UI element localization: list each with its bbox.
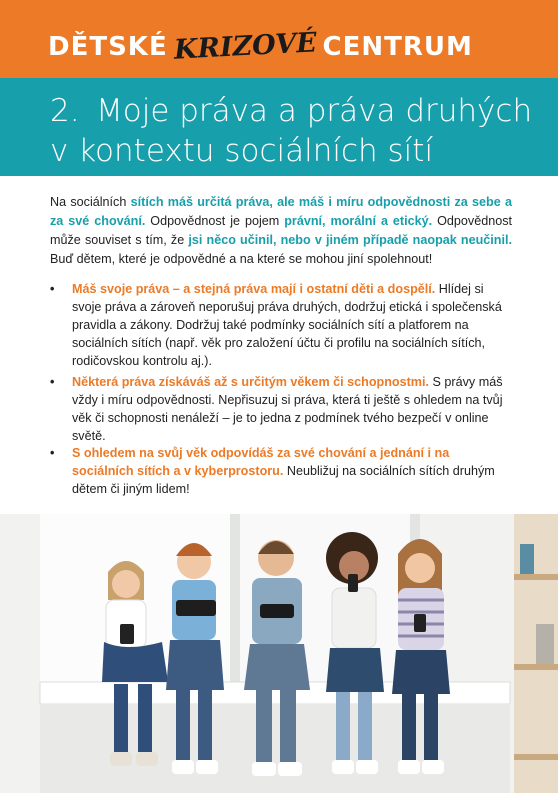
bullet-marker: • [50, 282, 55, 296]
intro-text-4: Buď dětem, které je odpovědné a na které se mohou jiní spolehnout! [50, 252, 433, 266]
bullet-item [50, 280, 512, 373]
photo-illustration [0, 514, 558, 793]
bullet-highlight: S ohledem na svůj věk odpovídáš za své chování a jednání i na sociálních sítích a v kyberprostoru. [72, 446, 450, 478]
bullet-marker: • [50, 375, 55, 389]
bullet-item [50, 373, 512, 444]
section-title [50, 91, 532, 171]
intro-text-2: Odpovědnost je pojem [145, 214, 285, 228]
brand-word-centrum: CENTRUM [322, 32, 473, 62]
header-banner [0, 0, 558, 78]
bullet-highlight: Máš svoje práva – a stejná práva mají i ostatní děti a dospělí. [72, 282, 436, 296]
bullet-marker: • [50, 446, 55, 460]
intro-highlight-3: jsi něco učinil, nebo v jiném případě naopak neučinil. [188, 233, 513, 247]
brand-word-detske: DĚTSKÉ [48, 32, 168, 62]
intro-text-3: Odpovědnost může souviset s tím, že [50, 214, 513, 247]
section-title-line1: Moje práva a práva druhých [96, 93, 533, 129]
bullet-list [50, 280, 512, 498]
bullet-text: Neubližuj na sociálních sítích druhým dětem či jiným lidem! [72, 464, 495, 496]
children-with-phones-photo [0, 514, 558, 793]
bullet-item [50, 444, 512, 498]
bullet-text: Hlídej si svoje práva a zároveň neporušuj práva druhých, dodržuj etická i společenská pravidla a zákony. Dodržuj také podmínky sociálních sítí a platforem na sociálních sítích (např. věk pro založení účtu či profilu na sociálních sítích, rodičovskou kontrolu aj.). [72, 282, 502, 368]
section-number: 2. [50, 93, 80, 129]
intro-paragraph [50, 193, 512, 269]
bullet-text: S právy máš vždy i míru odpovědnosti. Nepřisuzuj si práva, která ti ještě s ohledem na tvůj věk či schopnosti nenáleží – je to jedna z podmínek tvého bezpečí v online světě. [72, 375, 503, 443]
bullet-highlight: Některá práva získáváš až s určitým věkem či schopnostmi. [72, 375, 430, 389]
intro-highlight-1: sítích máš určitá práva, ale máš i míru odpovědnosti za sebe a za své chování. [50, 195, 512, 228]
intro-text-1: Na sociálních [50, 195, 131, 209]
brand-word-krizove: KRIZOVÉ [173, 27, 318, 66]
section-title-line2: v kontextu sociálních sítí [50, 133, 434, 169]
brand-logo [48, 27, 473, 66]
intro-highlight-2: právní, morální a etický. [284, 214, 433, 228]
